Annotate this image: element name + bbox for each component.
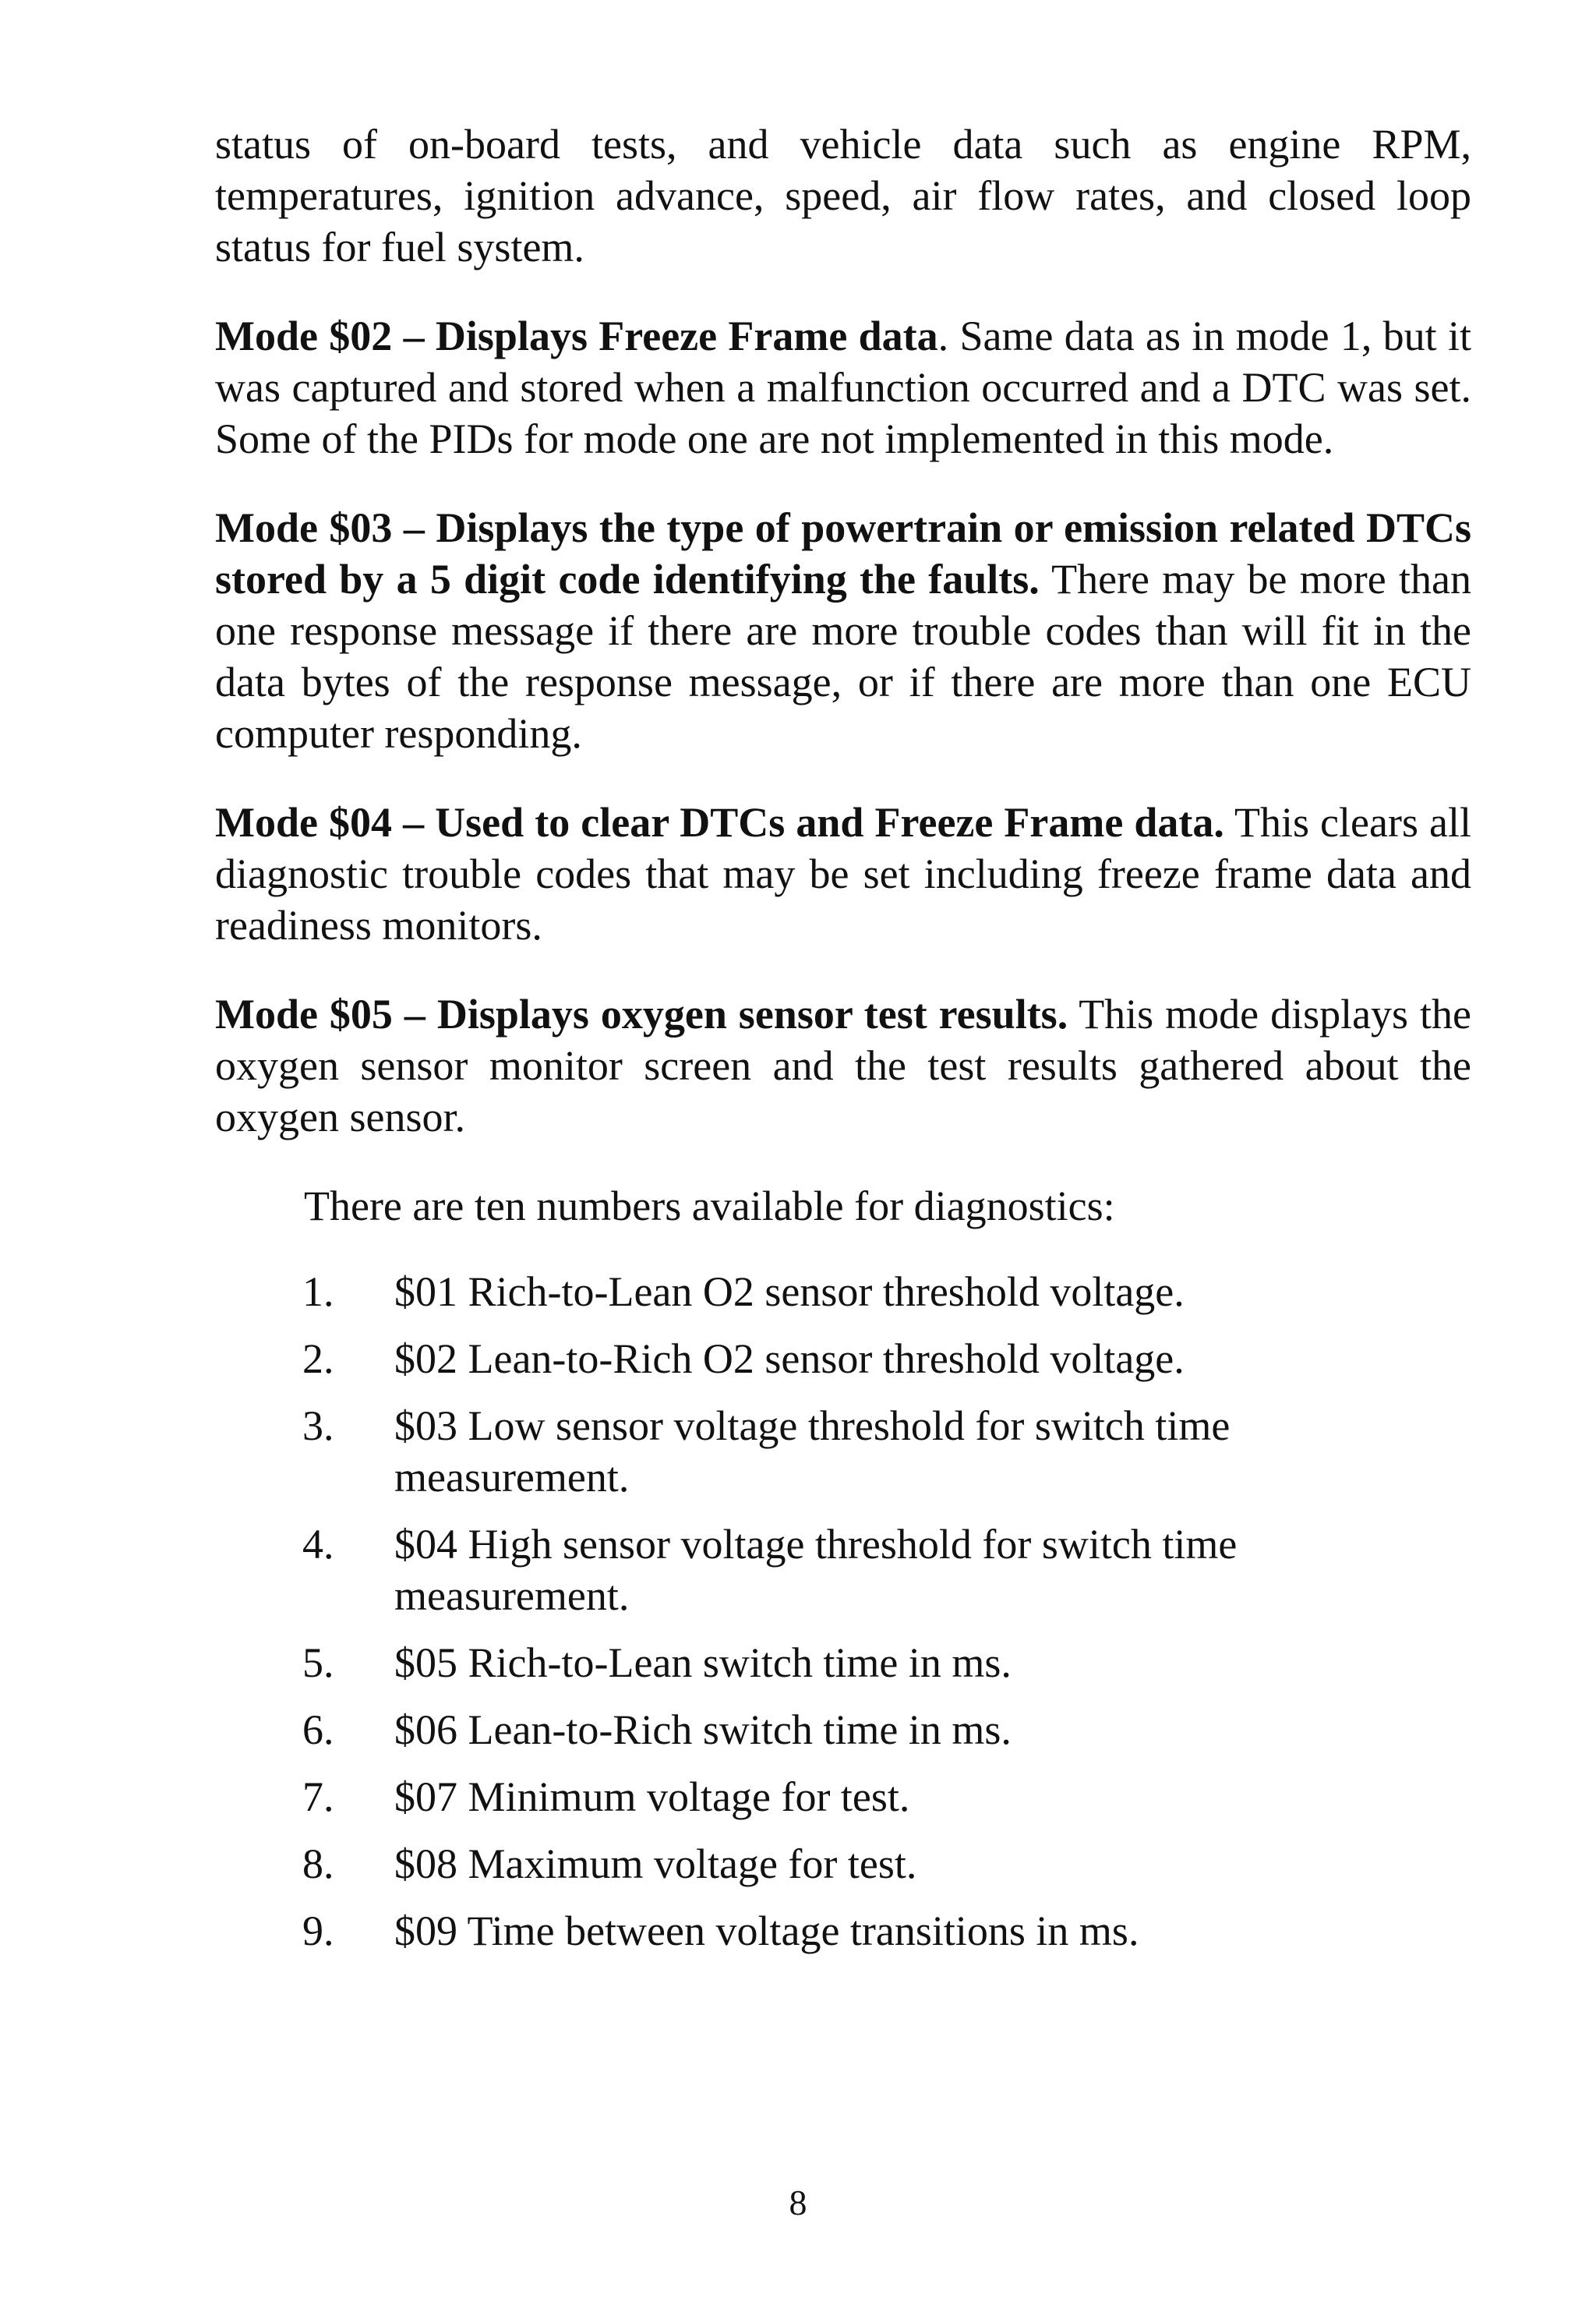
- list-item: [215, 1905, 1471, 1957]
- mode-05-body: This mode displays the oxygen sensor monitor screen and the test results gathered about the oxygen sensor.: [215, 991, 1471, 1140]
- list-item: [215, 1771, 1471, 1822]
- page-content: [215, 118, 1471, 1972]
- mode-04-heading: Mode $04 – Used to clear DTCs and Freeze Frame data.: [215, 799, 1224, 846]
- list-item-text: $03 Low sensor voltage threshold for switch time measurement.: [394, 1402, 1231, 1501]
- list-item: [215, 1518, 1471, 1621]
- list-item-text: $02 Lean-to-Rich O2 sensor threshold voltage.: [394, 1335, 1185, 1382]
- list-item-text: $01 Rich-to-Lean O2 sensor threshold voltage.: [394, 1268, 1185, 1315]
- mode-02-body: Same data as in mode 1, but it was captured and stored when a malfunction occurred and a DTC was set. Some of the PIDs for mode one are not implemented in this mode.: [215, 313, 1471, 462]
- mode-02-separator: .: [937, 313, 960, 359]
- list-item-number: 4.: [302, 1521, 334, 1568]
- mode-03-heading: Mode $03 – Displays the type of powertrain or emission related DTCs stored by a 5 digit code identifying the faults.: [215, 504, 1471, 603]
- list-item-text: $08 Maximum voltage for test.: [394, 1840, 917, 1887]
- mode-03-body: There may be more than one response message if there are more trouble codes than will fit in the data bytes of the response message, or if there are more than one ECU computer responding.: [215, 556, 1471, 757]
- mode-02-paragraph: [215, 310, 1471, 465]
- list-item-number: 2.: [302, 1335, 334, 1382]
- list-item-text: $07 Minimum voltage for test.: [394, 1773, 910, 1820]
- mode-04-separator: [1224, 799, 1234, 846]
- mode-02-heading: Mode $02 – Displays Freeze Frame data: [215, 313, 938, 359]
- list-item-number: 1.: [302, 1268, 334, 1315]
- list-intro: There are ten numbers available for diagnostics:: [304, 1183, 1115, 1229]
- list-item-number: 6.: [302, 1706, 334, 1753]
- mode-04-body: This clears all diagnostic trouble codes that may be set including freeze frame data and readiness monitors.: [215, 799, 1471, 949]
- page-number: 8: [789, 2183, 807, 2222]
- list-item-number: 7.: [302, 1773, 334, 1820]
- mode-05-separator: [1068, 991, 1079, 1038]
- mode-03-separator: [1040, 556, 1051, 603]
- list-item: [215, 1266, 1471, 1317]
- list-item-number: 3.: [302, 1402, 334, 1449]
- mode-04-paragraph: [215, 797, 1471, 951]
- list-item-number: 5.: [302, 1639, 334, 1686]
- list-item-number: 8.: [302, 1840, 334, 1887]
- list-item: [215, 1333, 1471, 1384]
- list-item-text: $06 Lean-to-Rich switch time in ms.: [394, 1706, 1012, 1753]
- list-item: [215, 1637, 1471, 1688]
- mode-05-heading: Mode $05 – Displays oxygen sensor test results.: [215, 991, 1068, 1038]
- intro-paragraph: status of on-board tests, and vehicle data such as engine RPM, temperatures, ignition advance, speed, air flow rates, and closed loop status for fuel system.: [215, 121, 1471, 270]
- list-item-text: $09 Time between voltage transitions in ms.: [394, 1907, 1139, 1954]
- list-item: [215, 1838, 1471, 1890]
- diagnostic-numbers-list: [215, 1266, 1471, 1957]
- list-item: [215, 1400, 1471, 1503]
- mode-03-paragraph: [215, 502, 1471, 759]
- list-item-number: 9.: [302, 1907, 334, 1954]
- list-item-text: $05 Rich-to-Lean switch time in ms.: [394, 1639, 1012, 1686]
- list-item-text: $04 High sensor voltage threshold for switch time measurement.: [394, 1521, 1238, 1619]
- mode-05-paragraph: [215, 988, 1471, 1143]
- list-item: [215, 1704, 1471, 1755]
